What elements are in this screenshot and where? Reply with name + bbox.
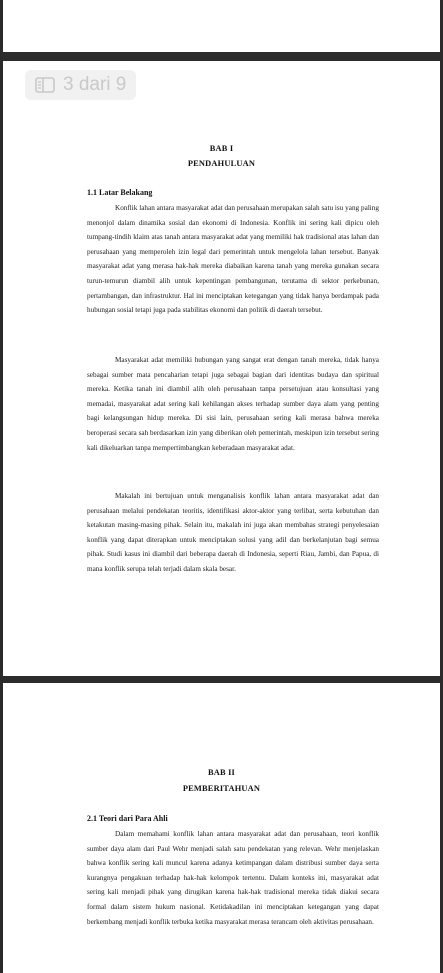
chapter-title: PENDAHULUAN — [187, 159, 256, 168]
page-indicator — [25, 70, 136, 100]
chapter-title: PEMBERITAHUAN — [182, 784, 261, 793]
paragraph: Makalah ini bertujuan untuk menganalisis konflik lahan antara masyarakat adat dan perusahaan melalui pendekatan teoritis, identifikasi aktor-aktor yang terlibat, serta kebutuhan dan ketakutan masing-masing pihak. Selain itu, makalah ini juga akan membahas strategi penyelesaian konflik yang dapat diterapkan untuk menciptakan solusi yang adil dan berkelanjutan bagi semua pihak. Studi kasus ini diambil dari beberapa daerah di Indonesia, seperti Riau, Jambi, dan Papua, di mana konflik serupa telah terjadi dalam skala besar. — [87, 492, 379, 573]
document-page-4 — [3, 683, 440, 973]
chapter-number: BAB I — [209, 144, 234, 153]
paragraph: Konflik lahan antara masyarakat adat dan perusahaan merupakan salah satu isu yang paling menonjol dalam dinamika sosial dan ekonomi di Indonesia. Konflik ini sering kali dipicu oleh tumpang-tindih klaim atas tanah antara masyarakat adat yang memiliki hak tradisional atas lahan dan perusahaan yang memperoleh izin legal dari pemerintah untuk mengelola lahan tersebut. Banyak masyarakat adat yang merasa hak-hak mereka diabaikan karena tanah yang mereka gunakan secara turun-temurun diambil alih untuk kepentingan pembangunan, terutama di sektor perkebunan, pertambangan, dan infrastruktur. Hal ini menciptakan ketegangan yang tidak hanya berdampak pada hubungan sosial tetapi juga pada stabilitas ekonomi dan politik di daerah tersebut. — [87, 204, 379, 315]
paragraph: Masyarakat adat memiliki hubungan yang sangat erat dengan tanah mereka, tidak hanya sebagai sumber mata pencaharian tetapi juga sebagai bagian dari identitas budaya dan spiritual mereka. Ketika tanah ini diambil alih oleh perusahaan tanpa persetujuan atau konsultasi yang memadai, masyarakat adat sering kali kehilangan akses terhadap sumber daya alam yang penting bagi kelangsungan hidup mereka. Di sisi lain, perusahaan sering kali merasa bahwa mereka beroperasi secara sah berdasarkan izin yang diberikan oleh pemerintah, meskipun izin tersebut sering kali dikeluarkan tanpa mempertimbangkan keberadaan masyarakat adat. — [87, 356, 379, 452]
section-title: 1.1 Latar Belakang — [87, 188, 153, 197]
paragraph: Dalam memahami konflik lahan antara masyarakat adat dan perusahaan, teori konflik sumber daya alam dari Paul Wehr menjadi salah satu pendekatan yang relevan. Wehr menjelaskan bahwa konflik sering kali muncul karena adanya ketimpangan dalam distribusi sumber daya serta kurangnya pengakuan terhadap hak-hak kelompok tertentu. Dalam konteks ini, masyarakat adat sering kali menjadi pihak yang dirugikan karena hak-hak tradisional mereka tidak diakui secara formal dalam sistem hukum nasional. Ketidakadilan ini menciptakan ketegangan yang dapat berkembang menjadi konflik terbuka ketika masyarakat merasa terancam oleh aktivitas perusahaan. — [87, 830, 379, 926]
page-indicator-label: 3 dari 9 — [63, 74, 127, 95]
section-title: 2.1 Teori dari Para Ahli — [87, 814, 168, 823]
page-icon — [35, 77, 55, 93]
previous-page — [3, 0, 440, 52]
document-page-3 — [3, 61, 440, 676]
chapter-number: BAB II — [207, 768, 236, 777]
